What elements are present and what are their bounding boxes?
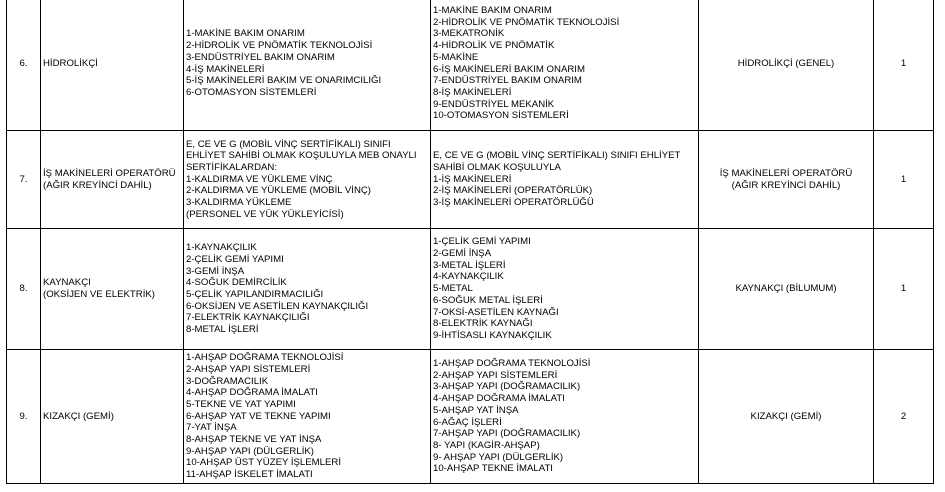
required-diplomas-cell bbox=[431, 0, 699, 131]
position-title-cell bbox=[699, 350, 874, 484]
requirements-table bbox=[6, 0, 934, 484]
required-diplomas-line: 4-HİDROLİK VE PNÖMATİK bbox=[433, 40, 555, 52]
table-row bbox=[7, 131, 934, 229]
required-diplomas-line: 5-MAKİNE bbox=[433, 51, 479, 63]
required-diplomas-line: 3-İŞ MAKİNELERİ OPERATÖRLÜĞÜ bbox=[433, 197, 594, 209]
occupation-name-cell bbox=[41, 131, 184, 229]
required-certificates-line: SERTİFİKALARDAN: bbox=[186, 161, 277, 173]
required-diplomas-line: 10-AHŞAP TEKNE İMALATI bbox=[433, 463, 553, 475]
position-title-cell bbox=[699, 131, 874, 229]
quantity-cell: 1 bbox=[874, 229, 934, 350]
required-certificates-line: 1-KAYNAKÇILIK bbox=[186, 242, 257, 254]
required-certificates-cell bbox=[184, 229, 431, 350]
required-certificates-line: 5-ÇELİK YAPILANDIRMACILIĞI bbox=[186, 289, 324, 300]
required-certificates-line: (PERSONEL VE YÜK YÜKLEYİCİSİ) bbox=[186, 208, 344, 220]
required-certificates-line: 3-ENDÜSTRİYEL BAKIM ONARIM bbox=[186, 51, 335, 63]
occupation-name-cell bbox=[41, 0, 184, 131]
quantity-cell: 2 bbox=[874, 350, 934, 484]
required-certificates-line: 1-KALDIRMA VE YÜKLEME VİNÇ bbox=[186, 173, 333, 185]
required-certificates-line: 4-İŞ MAKİNELERİ bbox=[186, 63, 265, 75]
required-certificates-line: 3-DOĞRAMACILIK bbox=[186, 375, 269, 387]
position-title-cell bbox=[699, 229, 874, 350]
occupation-name-line: KIZAKÇI (GEMİ) bbox=[43, 410, 114, 422]
required-certificates-line: 6-OKSİJEN VE ASETİLEN KAYNAKÇILIĞI bbox=[186, 300, 369, 312]
required-diplomas-line: 1-ÇELİK GEMİ YAPIMI bbox=[433, 236, 531, 248]
required-certificates-line: 3-KALDIRMA YÜKLEME bbox=[186, 197, 292, 209]
required-diplomas-line: 7-ENDÜSTRİYEL BAKIM ONARIM bbox=[433, 75, 582, 87]
occupation-name-line: (OKSİJEN VE ELEKTRİK) bbox=[43, 289, 155, 300]
required-certificates-line: 4-AHŞAP DOĞRAMA İMALATI bbox=[186, 387, 318, 399]
required-diplomas-line: 9- AHŞAP YAPI (DÜLGERLİK) bbox=[433, 451, 564, 463]
required-diplomas-line: 1-AHŞAP DOĞRAMA TEKNOLOJİSİ bbox=[433, 357, 591, 369]
required-diplomas-line: SAHİBİ OLMAK KOŞULUYLA bbox=[433, 161, 561, 173]
required-certificates-line: 4-SOĞUK DEMİRCİLİK bbox=[186, 277, 287, 289]
required-diplomas-line: 7-AHŞAP YAPI (DOĞRAMACILIK) bbox=[433, 428, 581, 440]
position-title-line: KAYNAKÇI (BİLUMUM) bbox=[735, 283, 837, 295]
required-diplomas-line: 1-MAKİNE BAKIM ONARIM bbox=[433, 4, 552, 16]
required-diplomas-line: 2-İŞ MAKİNELERİ (OPERATÖRLÜK) bbox=[433, 185, 593, 197]
required-diplomas-line: 4-KAYNAKÇILIK bbox=[433, 271, 504, 283]
required-certificates-cell bbox=[184, 0, 431, 131]
occupation-name-line: (AĞIR KREYİNCİ DAHİL) bbox=[43, 179, 152, 191]
required-diplomas-line: 5-METAL bbox=[433, 283, 473, 295]
required-certificates-line: 1-MAKİNE BAKIM ONARIM bbox=[186, 28, 305, 40]
occupation-name-line: KAYNAKÇI bbox=[43, 277, 91, 289]
required-diplomas-line: 1-İŞ MAKİNELERİ bbox=[433, 173, 512, 185]
required-certificates-line: 8-METAL İŞLERİ bbox=[186, 324, 259, 336]
required-diplomas-line: 3-METAL İŞLERİ bbox=[433, 259, 506, 271]
required-certificates-line: 6-OTOMASYON SİSTEMLERİ bbox=[186, 86, 317, 98]
required-certificates-line: 2-KALDIRMA VE YÜKLEME (MOBİL VİNÇ) bbox=[186, 185, 371, 197]
required-diplomas-line: 8- YAPI (KAGİR-AHŞAP) bbox=[433, 439, 540, 451]
required-diplomas-line: 2-GEMİ İNŞA bbox=[433, 248, 492, 260]
required-diplomas-line: 2-AHŞAP YAPI SİSTEMLERİ bbox=[433, 369, 558, 381]
required-diplomas-line: 8-ELEKTRİK KAYNAĞI bbox=[433, 318, 533, 330]
required-diplomas-line: 9-İHTİSASLI KAYNAKÇILIK bbox=[433, 329, 552, 341]
required-diplomas-line: 3-AHŞAP YAPI (DOĞRAMACILIK) bbox=[433, 381, 581, 393]
position-title-line: İŞ MAKİNELERİ OPERATÖRÜ bbox=[719, 167, 853, 179]
required-diplomas-line: 6-İŞ MAKİNELERİ BAKIM ONARIM bbox=[433, 63, 585, 75]
required-certificates-line: 3-GEMİ İNŞA bbox=[186, 265, 245, 277]
quantity-cell: 1 bbox=[874, 0, 934, 131]
row-number-cell: 6. bbox=[7, 0, 41, 131]
required-certificates-line: 10-AHŞAP ÜST YÜZEY İŞLEMLERİ bbox=[186, 457, 341, 469]
required-diplomas-line: E, CE VE G (MOBİL VİNÇ SERTİFİKALI) SINIFI EHLİYET bbox=[433, 150, 681, 162]
required-certificates-cell bbox=[184, 131, 431, 229]
table-row bbox=[7, 350, 934, 484]
occupation-name-line: İŞ MAKİNELERİ OPERATÖRÜ bbox=[43, 167, 176, 179]
required-certificates-line: 5-İŞ MAKİNELERİ BAKIM VE ONARIMCILIĞI bbox=[186, 75, 382, 87]
table-row bbox=[7, 0, 934, 131]
required-certificates-line: 2-ÇELİK GEMİ YAPIMI bbox=[186, 253, 284, 265]
required-certificates-line: EHLİYET SAHİBİ OLMAK KOŞULUYLA MEB ONAYLI bbox=[186, 150, 417, 162]
occupation-name-cell bbox=[41, 229, 184, 350]
occupation-name-cell bbox=[41, 350, 184, 484]
required-diplomas-line: 3-MEKATRONİK bbox=[433, 28, 505, 40]
position-title-cell bbox=[699, 0, 874, 131]
position-title-line: (AĞIR KREYİNCİ DAHİL) bbox=[731, 179, 841, 191]
required-certificates-line: 8-AHŞAP TEKNE VE YAT İNŞA bbox=[186, 434, 322, 446]
row-number-cell: 7. bbox=[7, 131, 41, 229]
table-row bbox=[7, 229, 934, 350]
required-diplomas-line: 6-AĞAÇ İŞLERİ bbox=[433, 416, 502, 428]
row-number-cell: 9. bbox=[7, 350, 41, 484]
required-certificates-line: 11-AHŞAP İSKELET İMALATI bbox=[186, 469, 313, 481]
required-diplomas-cell bbox=[431, 131, 699, 229]
required-diplomas-cell bbox=[431, 229, 699, 350]
required-certificates-line: 7-YAT İNŞA bbox=[186, 422, 237, 434]
required-certificates-line: 7-ELEKTRİK KAYNAKÇILIĞI bbox=[186, 312, 310, 324]
required-diplomas-cell bbox=[431, 350, 699, 484]
required-certificates-line: 9-AHŞAP YAPI (DÜLGERLİK) bbox=[186, 445, 314, 457]
position-title-line: KIZAKÇI (GEMİ) bbox=[750, 410, 822, 422]
occupation-name-line: HİDROLİKÇİ bbox=[43, 57, 98, 69]
required-diplomas-line: 7-OKSİ-ASETİLEN KAYNAĞI bbox=[433, 306, 559, 318]
position-title-line: HİDROLİKÇİ (GENEL) bbox=[737, 57, 835, 69]
required-certificates-line: 2-AHŞAP YAPI SİSTEMLERİ bbox=[186, 363, 311, 375]
required-diplomas-line: 9-ENDÜSTRİYEL MEKANİK bbox=[433, 98, 555, 110]
quantity-cell: 1 bbox=[874, 131, 934, 229]
required-certificates-line: 6-AHŞAP YAT VE TEKNE YAPIMI bbox=[186, 410, 331, 422]
required-certificates-line: 1-AHŞAP DOĞRAMA TEKNOLOJİSİ bbox=[186, 352, 344, 364]
required-diplomas-line: 8-İŞ MAKİNELERİ bbox=[433, 86, 512, 98]
required-certificates-line: E, CE VE G (MOBİL VİNÇ SERTİFİKALI) SINIFI bbox=[186, 138, 391, 150]
required-diplomas-line: 5-AHŞAP YAT İNŞA bbox=[433, 404, 519, 416]
required-certificates-cell bbox=[184, 350, 431, 484]
required-certificates-line: 2-HİDROLİK VE PNÖMATİK TEKNOLOJİSİ bbox=[186, 40, 373, 52]
row-number-cell: 8. bbox=[7, 229, 41, 350]
required-diplomas-line: 4-AHŞAP DOĞRAMA İMALATI bbox=[433, 393, 565, 405]
required-diplomas-line: 10-OTOMASYON SİSTEMLERİ bbox=[433, 110, 569, 122]
required-certificates-line: 5-TEKNE VE YAT YAPIMI bbox=[186, 398, 296, 410]
required-diplomas-line: 2-HİDROLİK VE PNÖMATİK TEKNOLOJİSİ bbox=[433, 16, 620, 28]
required-diplomas-line: 6-SOĞUK METAL İŞLERİ bbox=[433, 294, 543, 306]
